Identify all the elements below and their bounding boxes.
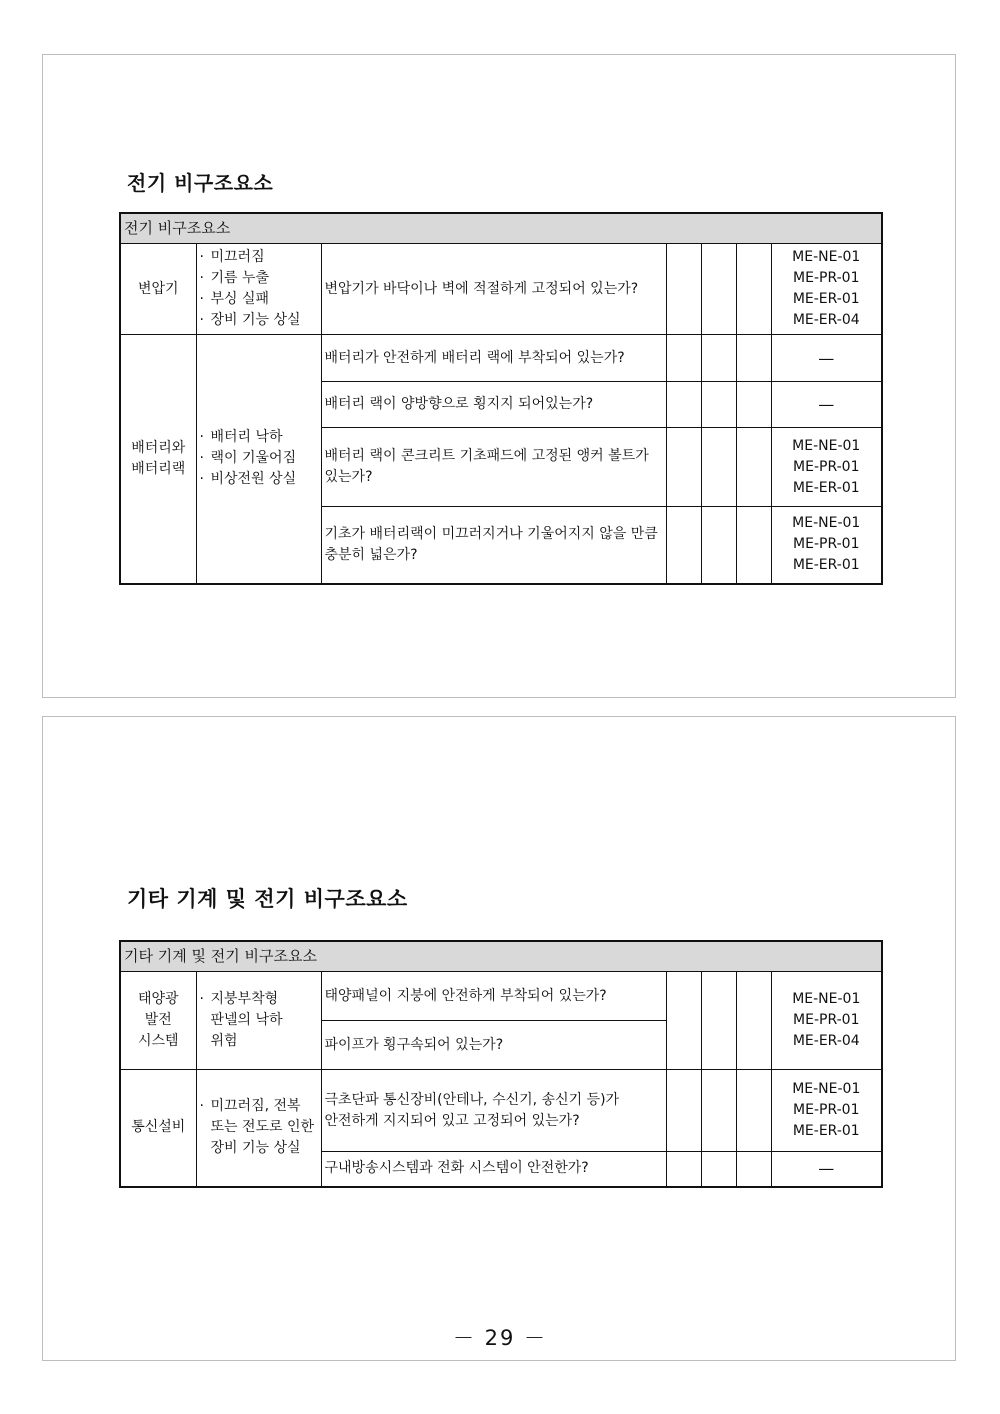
reference-code: ME-ER-04 — [792, 1033, 860, 1049]
risk-item: · 기름 누출 — [199, 270, 270, 286]
reference-code: — — [818, 395, 835, 414]
table-header-row — [120, 213, 882, 244]
check-cell[interactable] — [701, 428, 736, 507]
risk-item: · 부싱 실패 — [199, 291, 270, 307]
reference-code-cell — [771, 382, 882, 428]
question-cell: 극초단파 통신장비(안테나, 수신기, 송신기 등)가 안전하게 지지되어 있고 고정되어 있는가? — [321, 1070, 666, 1152]
risk-item: · 랙이 기울어짐 — [199, 450, 297, 467]
check-cell[interactable] — [666, 972, 701, 1070]
check-cell[interactable] — [701, 1152, 736, 1187]
reference-code: — — [818, 1159, 835, 1179]
slide-title: 전기 비구조요소 — [127, 171, 274, 195]
reference-code: ME-ER-01 — [792, 1123, 860, 1139]
check-cell[interactable] — [701, 382, 736, 428]
reference-code-cell — [771, 1152, 882, 1187]
table-header: 전기 비구조요소 — [120, 213, 882, 244]
slide-other-mech-electrical — [42, 716, 956, 1361]
reference-code: ME-NE-01 — [792, 249, 861, 265]
reference-code-cell — [771, 972, 882, 1070]
check-cell[interactable] — [701, 244, 736, 335]
risk-list — [196, 244, 321, 335]
reference-code: ME-NE-01 — [792, 991, 861, 1007]
question-cell: 태양패널이 지붕에 안전하게 부착되어 있는가? — [321, 972, 666, 1021]
question-cell: 기초가 배터리랙이 미끄러지거나 기울어지지 않을 만큼 충분히 넓은가? — [321, 507, 666, 584]
slide-electrical-nonstructural — [42, 54, 956, 698]
table-row — [120, 335, 882, 382]
table-row — [120, 244, 882, 335]
component-cell: 변압기 — [120, 244, 196, 335]
risk-item: · 배터리 낙하 — [199, 429, 283, 446]
reference-code: ME-PR-01 — [793, 270, 860, 286]
table-header: 기타 기계 및 전기 비구조요소 — [120, 941, 882, 972]
check-cell[interactable] — [666, 1070, 701, 1152]
reference-code: ME-ER-01 — [792, 291, 860, 307]
question-cell: 구내방송시스템과 전화 시스템이 안전한가? — [321, 1152, 666, 1187]
reference-code: ME-NE-01 — [792, 1081, 861, 1097]
reference-code: ME-PR-01 — [793, 458, 860, 475]
risk-list — [196, 335, 321, 584]
risk-item: · 비상전원 상실 — [199, 471, 297, 488]
reference-code: ME-PR-01 — [793, 1012, 860, 1028]
reference-code: ME-ER-01 — [792, 479, 860, 496]
check-cell[interactable] — [701, 1070, 736, 1152]
question-cell: 배터리가 안전하게 배터리 랙에 부착되어 있는가? — [321, 335, 666, 382]
risk-list — [196, 972, 321, 1070]
slide-title: 기타 기계 및 전기 비구조요소 — [127, 887, 408, 911]
question-cell: 파이프가 횡구속되어 있는가? — [321, 1021, 666, 1070]
check-cell[interactable] — [701, 972, 736, 1070]
reference-code-cell — [771, 335, 882, 382]
risk-item: · 장비 기능 상실 — [199, 312, 301, 328]
check-cell[interactable] — [666, 335, 701, 382]
reference-code: ME-NE-01 — [792, 437, 861, 454]
check-cell[interactable] — [736, 1152, 771, 1187]
table-row — [120, 972, 882, 1021]
question-cell: 배터리 랙이 양방향으로 횡지지 되어있는가? — [321, 382, 666, 428]
risk-item: · 지붕부착형 판넬의 낙하 위험 — [199, 991, 283, 1049]
checklist-table — [119, 940, 883, 1188]
risk-item: · 미끄러짐, 전복 또는 전도로 인한 장비 기능 상실 — [199, 1098, 315, 1157]
check-cell[interactable] — [736, 1070, 771, 1152]
reference-code: ME-PR-01 — [793, 1102, 860, 1118]
reference-code: — — [818, 348, 835, 368]
reference-code-cell — [771, 244, 882, 335]
question-cell: 배터리 랙이 콘크리트 기초패드에 고정된 앵커 볼트가 있는가? — [321, 428, 666, 507]
check-cell[interactable] — [736, 244, 771, 335]
page-number: － 29 － — [452, 1326, 548, 1350]
reference-code-cell — [771, 1070, 882, 1152]
check-cell[interactable] — [666, 507, 701, 584]
component-cell: 태양광 발전 시스템 — [120, 972, 196, 1070]
check-cell[interactable] — [736, 335, 771, 382]
question-cell: 변압기가 바닥이나 벽에 적절하게 고정되어 있는가? — [321, 244, 666, 335]
reference-code: ME-ER-01 — [792, 557, 860, 574]
reference-code-cell — [771, 507, 882, 584]
check-cell[interactable] — [666, 382, 701, 428]
check-cell[interactable] — [666, 1152, 701, 1187]
risk-item: · 미끄러짐 — [199, 249, 265, 265]
check-cell[interactable] — [666, 428, 701, 507]
reference-code-cell — [771, 428, 882, 507]
check-cell[interactable] — [736, 972, 771, 1070]
table-header-row — [120, 941, 882, 972]
component-cell: 배터리와 배터리랙 — [120, 335, 196, 584]
check-cell[interactable] — [701, 335, 736, 382]
reference-code: ME-PR-01 — [793, 536, 860, 553]
table-row — [120, 1070, 882, 1152]
checklist-table — [119, 212, 883, 585]
reference-code: ME-ER-04 — [792, 312, 860, 328]
check-cell[interactable] — [736, 507, 771, 584]
check-cell[interactable] — [736, 428, 771, 507]
reference-code: ME-NE-01 — [792, 515, 861, 532]
check-cell[interactable] — [666, 244, 701, 335]
check-cell[interactable] — [736, 382, 771, 428]
risk-list — [196, 1070, 321, 1187]
check-cell[interactable] — [701, 507, 736, 584]
component-cell: 통신설비 — [120, 1070, 196, 1187]
